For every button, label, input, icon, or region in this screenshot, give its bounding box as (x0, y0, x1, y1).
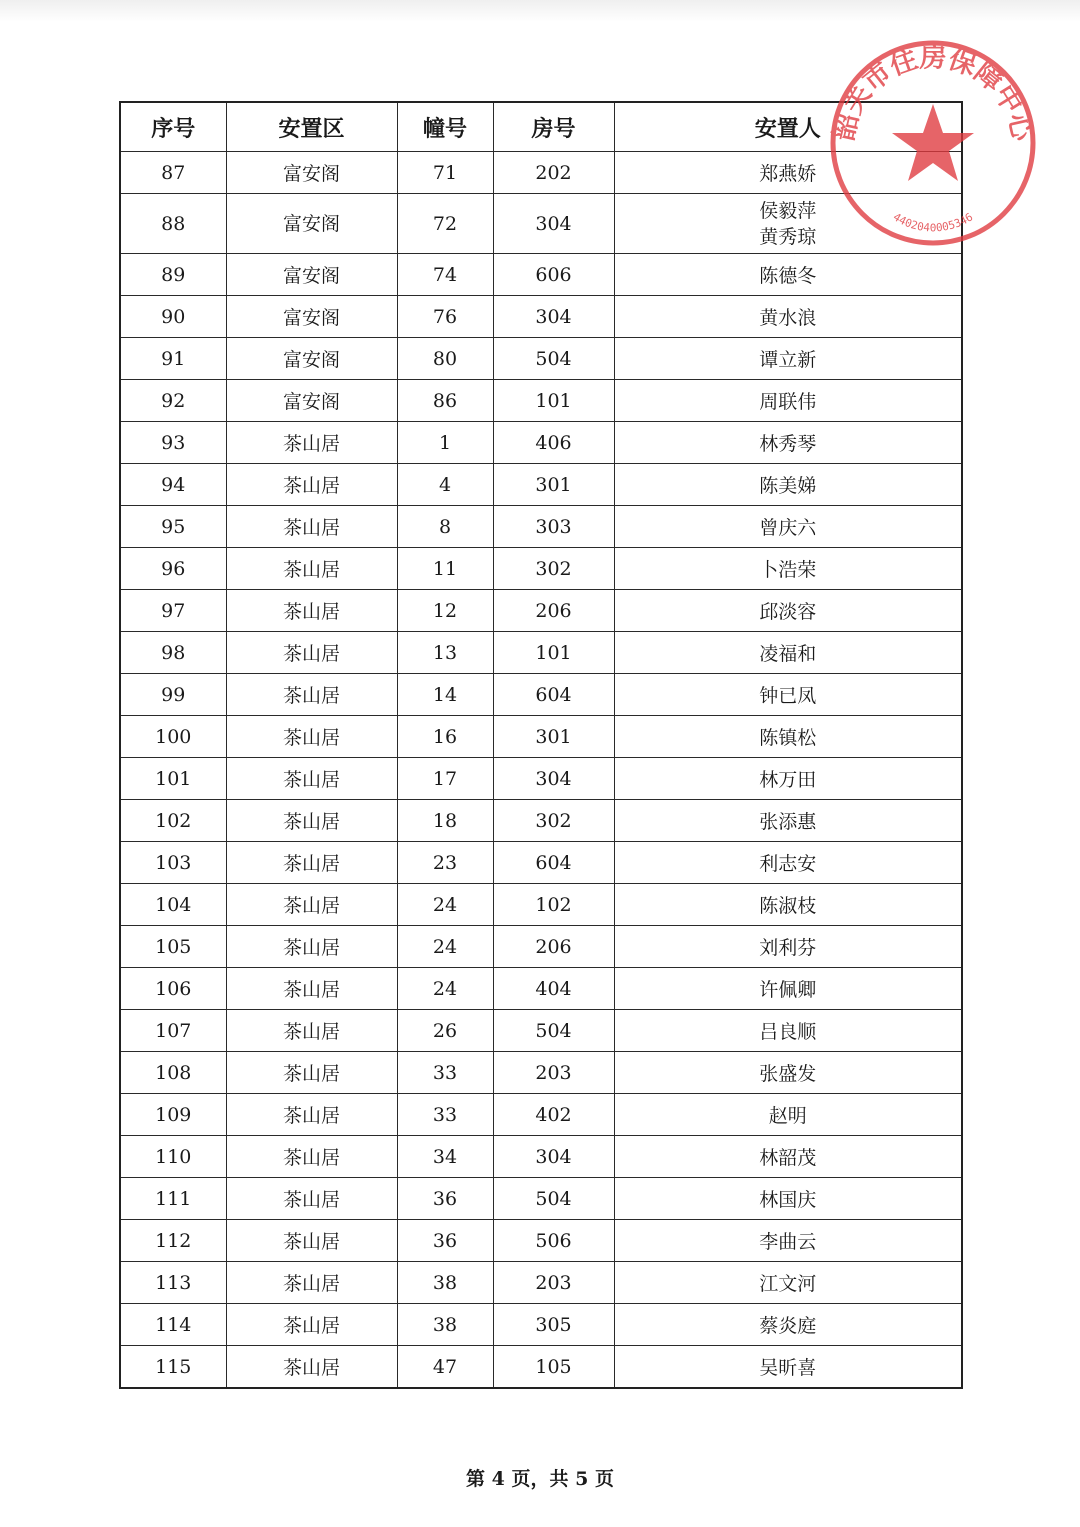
cell-area: 茶山居 (226, 1052, 397, 1094)
resident-name: 林韶茂 (759, 1147, 817, 1169)
cell-area: 茶山居 (226, 1094, 397, 1136)
cell-resident (614, 632, 962, 674)
cell-room: 101 (493, 632, 614, 674)
cell-building: 11 (397, 548, 493, 590)
header-index: 序号 (120, 102, 226, 152)
cell-area: 茶山居 (226, 590, 397, 632)
cell-building: 13 (397, 632, 493, 674)
cell-index: 94 (120, 464, 226, 506)
cell-area: 茶山居 (226, 1220, 397, 1262)
cell-room: 202 (493, 152, 614, 194)
cell-room: 506 (493, 1220, 614, 1262)
resident-name: 蔡炎庭 (759, 1315, 817, 1337)
resident-name: 利志安 (759, 853, 817, 875)
cell-resident (614, 422, 962, 464)
table-row (120, 800, 962, 842)
table-row (120, 422, 962, 464)
cell-index: 105 (120, 926, 226, 968)
cell-index: 106 (120, 968, 226, 1010)
cell-index: 87 (120, 152, 226, 194)
resident-name: 凌福和 (759, 643, 817, 665)
table-row (120, 1136, 962, 1178)
cell-resident (614, 968, 962, 1010)
cell-index: 108 (120, 1052, 226, 1094)
cell-area: 茶山居 (226, 1178, 397, 1220)
cell-room: 101 (493, 380, 614, 422)
resident-name: 吴昕喜 (759, 1357, 817, 1379)
cell-index: 114 (120, 1304, 226, 1346)
cell-building: 17 (397, 758, 493, 800)
resident-name: 林秀琴 (759, 433, 817, 455)
seal-code: 4402040005346 (890, 210, 976, 235)
cell-index: 95 (120, 506, 226, 548)
resident-name: 赵明 (768, 1105, 807, 1127)
cell-room: 304 (493, 194, 614, 254)
resident-name: 刘利芬 (759, 937, 817, 959)
cell-area: 茶山居 (226, 632, 397, 674)
cell-building: 26 (397, 1010, 493, 1052)
table-row (120, 254, 962, 296)
cell-index: 110 (120, 1136, 226, 1178)
cell-index: 115 (120, 1346, 226, 1389)
cell-room: 404 (493, 968, 614, 1010)
resident-name: 陈美娣 (759, 475, 817, 497)
cell-resident (614, 1052, 962, 1094)
cell-index: 99 (120, 674, 226, 716)
table-row (120, 590, 962, 632)
cell-index: 93 (120, 422, 226, 464)
table-row (120, 152, 962, 194)
cell-resident (614, 1304, 962, 1346)
resident-name: 张添惠 (759, 811, 817, 833)
table-row (120, 632, 962, 674)
cell-room: 504 (493, 1178, 614, 1220)
cell-building: 38 (397, 1262, 493, 1304)
cell-room: 303 (493, 506, 614, 548)
cell-index: 112 (120, 1220, 226, 1262)
cell-resident (614, 548, 962, 590)
cell-resident (614, 800, 962, 842)
table-row (120, 884, 962, 926)
cell-index: 111 (120, 1178, 226, 1220)
cell-room: 105 (493, 1346, 614, 1389)
cell-building: 72 (397, 194, 493, 254)
cell-area: 富安阁 (226, 338, 397, 380)
cell-building: 16 (397, 716, 493, 758)
table-row (120, 716, 962, 758)
resident-name: 张盛发 (759, 1063, 817, 1085)
cell-resident (614, 926, 962, 968)
cell-index: 90 (120, 296, 226, 338)
cell-building: 34 (397, 1136, 493, 1178)
cell-area: 茶山居 (226, 674, 397, 716)
table-row (120, 842, 962, 884)
cell-resident (614, 1178, 962, 1220)
cell-building: 23 (397, 842, 493, 884)
cell-building: 80 (397, 338, 493, 380)
cell-index: 89 (120, 254, 226, 296)
table-row (120, 1010, 962, 1052)
resident-name: 陈镇松 (759, 727, 817, 749)
resident-name: 钟已凤 (759, 685, 817, 707)
cell-area: 茶山居 (226, 1136, 397, 1178)
cell-resident (614, 674, 962, 716)
cell-area: 富安阁 (226, 152, 397, 194)
resident-name: 邱淡容 (759, 601, 817, 623)
resident-name: 江文河 (759, 1273, 817, 1295)
cell-index: 96 (120, 548, 226, 590)
cell-area: 茶山居 (226, 548, 397, 590)
cell-area: 茶山居 (226, 1262, 397, 1304)
cell-room: 406 (493, 422, 614, 464)
table-row (120, 464, 962, 506)
table-row (120, 380, 962, 422)
table-header-row (120, 102, 962, 152)
cell-resident (614, 1262, 962, 1304)
cell-resident (614, 716, 962, 758)
cell-resident (614, 506, 962, 548)
table-row (120, 1304, 962, 1346)
cell-building: 24 (397, 926, 493, 968)
cell-resident (614, 1346, 962, 1389)
table-row (120, 674, 962, 716)
resident-name: 周联伟 (759, 391, 817, 413)
cell-area: 茶山居 (226, 1010, 397, 1052)
cell-area: 茶山居 (226, 1346, 397, 1389)
table-row (120, 194, 962, 254)
cell-room: 302 (493, 548, 614, 590)
table-row (120, 506, 962, 548)
resident-name: 林国庆 (759, 1189, 817, 1211)
cell-area: 茶山居 (226, 800, 397, 842)
cell-index: 109 (120, 1094, 226, 1136)
resident-name: 黄水浪 (759, 307, 817, 329)
table-row (120, 1178, 962, 1220)
cell-index: 107 (120, 1010, 226, 1052)
cell-resident (614, 1220, 962, 1262)
cell-resident (614, 590, 962, 632)
cell-resident (614, 1094, 962, 1136)
resident-name: 林万田 (759, 769, 817, 791)
cell-room: 305 (493, 1304, 614, 1346)
table-row (120, 1220, 962, 1262)
cell-index: 92 (120, 380, 226, 422)
cell-area: 茶山居 (226, 926, 397, 968)
cell-room: 504 (493, 338, 614, 380)
cell-room: 402 (493, 1094, 614, 1136)
cell-area: 富安阁 (226, 380, 397, 422)
cell-building: 18 (397, 800, 493, 842)
cell-area: 茶山居 (226, 464, 397, 506)
resident-name: 李曲云 (759, 1231, 817, 1253)
cell-building: 8 (397, 506, 493, 548)
cell-area: 茶山居 (226, 506, 397, 548)
resident-name: 陈德冬 (759, 265, 817, 287)
cell-building: 4 (397, 464, 493, 506)
cell-building: 36 (397, 1220, 493, 1262)
cell-building: 47 (397, 1346, 493, 1389)
cell-index: 88 (120, 194, 226, 254)
cell-area: 富安阁 (226, 254, 397, 296)
resident-name: 黄秀琼 (759, 225, 817, 248)
cell-building: 12 (397, 590, 493, 632)
resident-name: 曾庆六 (759, 517, 817, 539)
table-row (120, 1052, 962, 1094)
cell-index: 113 (120, 1262, 226, 1304)
cell-area: 茶山居 (226, 968, 397, 1010)
cell-room: 203 (493, 1262, 614, 1304)
cell-building: 71 (397, 152, 493, 194)
cell-building: 14 (397, 674, 493, 716)
table-row (120, 926, 962, 968)
header-resident: 安置人 (614, 102, 962, 152)
table-row (120, 548, 962, 590)
cell-room: 301 (493, 464, 614, 506)
table-row (120, 1262, 962, 1304)
table-row (120, 758, 962, 800)
cell-building: 24 (397, 968, 493, 1010)
cell-resident (614, 152, 962, 194)
cell-resident (614, 380, 962, 422)
cell-resident (614, 464, 962, 506)
cell-index: 100 (120, 716, 226, 758)
cell-building: 36 (397, 1178, 493, 1220)
cell-resident (614, 842, 962, 884)
cell-room: 206 (493, 590, 614, 632)
cell-room: 302 (493, 800, 614, 842)
cell-room: 304 (493, 758, 614, 800)
cell-building: 33 (397, 1094, 493, 1136)
resident-name: 侯毅萍 (759, 199, 817, 222)
cell-room: 604 (493, 842, 614, 884)
cell-resident (614, 758, 962, 800)
cell-room: 102 (493, 884, 614, 926)
table-row (120, 338, 962, 380)
page-footer: 第 4 页，共 5 页 (466, 1468, 614, 1490)
cell-index: 91 (120, 338, 226, 380)
resident-name: 卜浩荣 (759, 559, 817, 581)
cell-index: 103 (120, 842, 226, 884)
cell-room: 304 (493, 1136, 614, 1178)
cell-building: 76 (397, 296, 493, 338)
cell-building: 74 (397, 254, 493, 296)
cell-area: 茶山居 (226, 1304, 397, 1346)
resident-name: 陈淑枝 (759, 895, 817, 917)
cell-room: 504 (493, 1010, 614, 1052)
scan-top-edge (0, 0, 1080, 22)
table-row (120, 1094, 962, 1136)
cell-resident (614, 1136, 962, 1178)
cell-index: 97 (120, 590, 226, 632)
table-row (120, 1346, 962, 1389)
seal-text: 韶关市住房保障中心 (828, 42, 1038, 144)
cell-room: 606 (493, 254, 614, 296)
cell-area: 茶山居 (226, 884, 397, 926)
cell-building: 38 (397, 1304, 493, 1346)
cell-area: 茶山居 (226, 758, 397, 800)
header-area: 安置区 (226, 102, 397, 152)
cell-room: 301 (493, 716, 614, 758)
cell-room: 203 (493, 1052, 614, 1094)
cell-room: 206 (493, 926, 614, 968)
cell-resident (614, 194, 962, 254)
cell-resident (614, 254, 962, 296)
cell-area: 富安阁 (226, 194, 397, 254)
table-row (120, 296, 962, 338)
cell-room: 604 (493, 674, 614, 716)
cell-index: 101 (120, 758, 226, 800)
cell-room: 304 (493, 296, 614, 338)
cell-area: 茶山居 (226, 716, 397, 758)
resident-name: 吕良顺 (759, 1021, 817, 1043)
resident-name: 郑燕娇 (759, 163, 817, 185)
cell-index: 102 (120, 800, 226, 842)
cell-area: 富安阁 (226, 296, 397, 338)
cell-building: 1 (397, 422, 493, 464)
resident-name: 谭立新 (759, 349, 817, 371)
cell-resident (614, 884, 962, 926)
header-room: 房号 (493, 102, 614, 152)
cell-building: 86 (397, 380, 493, 422)
cell-building: 33 (397, 1052, 493, 1094)
cell-resident (614, 296, 962, 338)
resettlement-table (119, 101, 963, 1389)
table-body (120, 152, 962, 1389)
cell-index: 98 (120, 632, 226, 674)
cell-index: 104 (120, 884, 226, 926)
resident-name: 许佩卿 (759, 979, 817, 1001)
cell-building: 24 (397, 884, 493, 926)
cell-area: 茶山居 (226, 842, 397, 884)
header-building: 幢号 (397, 102, 493, 152)
cell-resident (614, 338, 962, 380)
cell-resident (614, 1010, 962, 1052)
cell-area: 茶山居 (226, 422, 397, 464)
table-row (120, 968, 962, 1010)
